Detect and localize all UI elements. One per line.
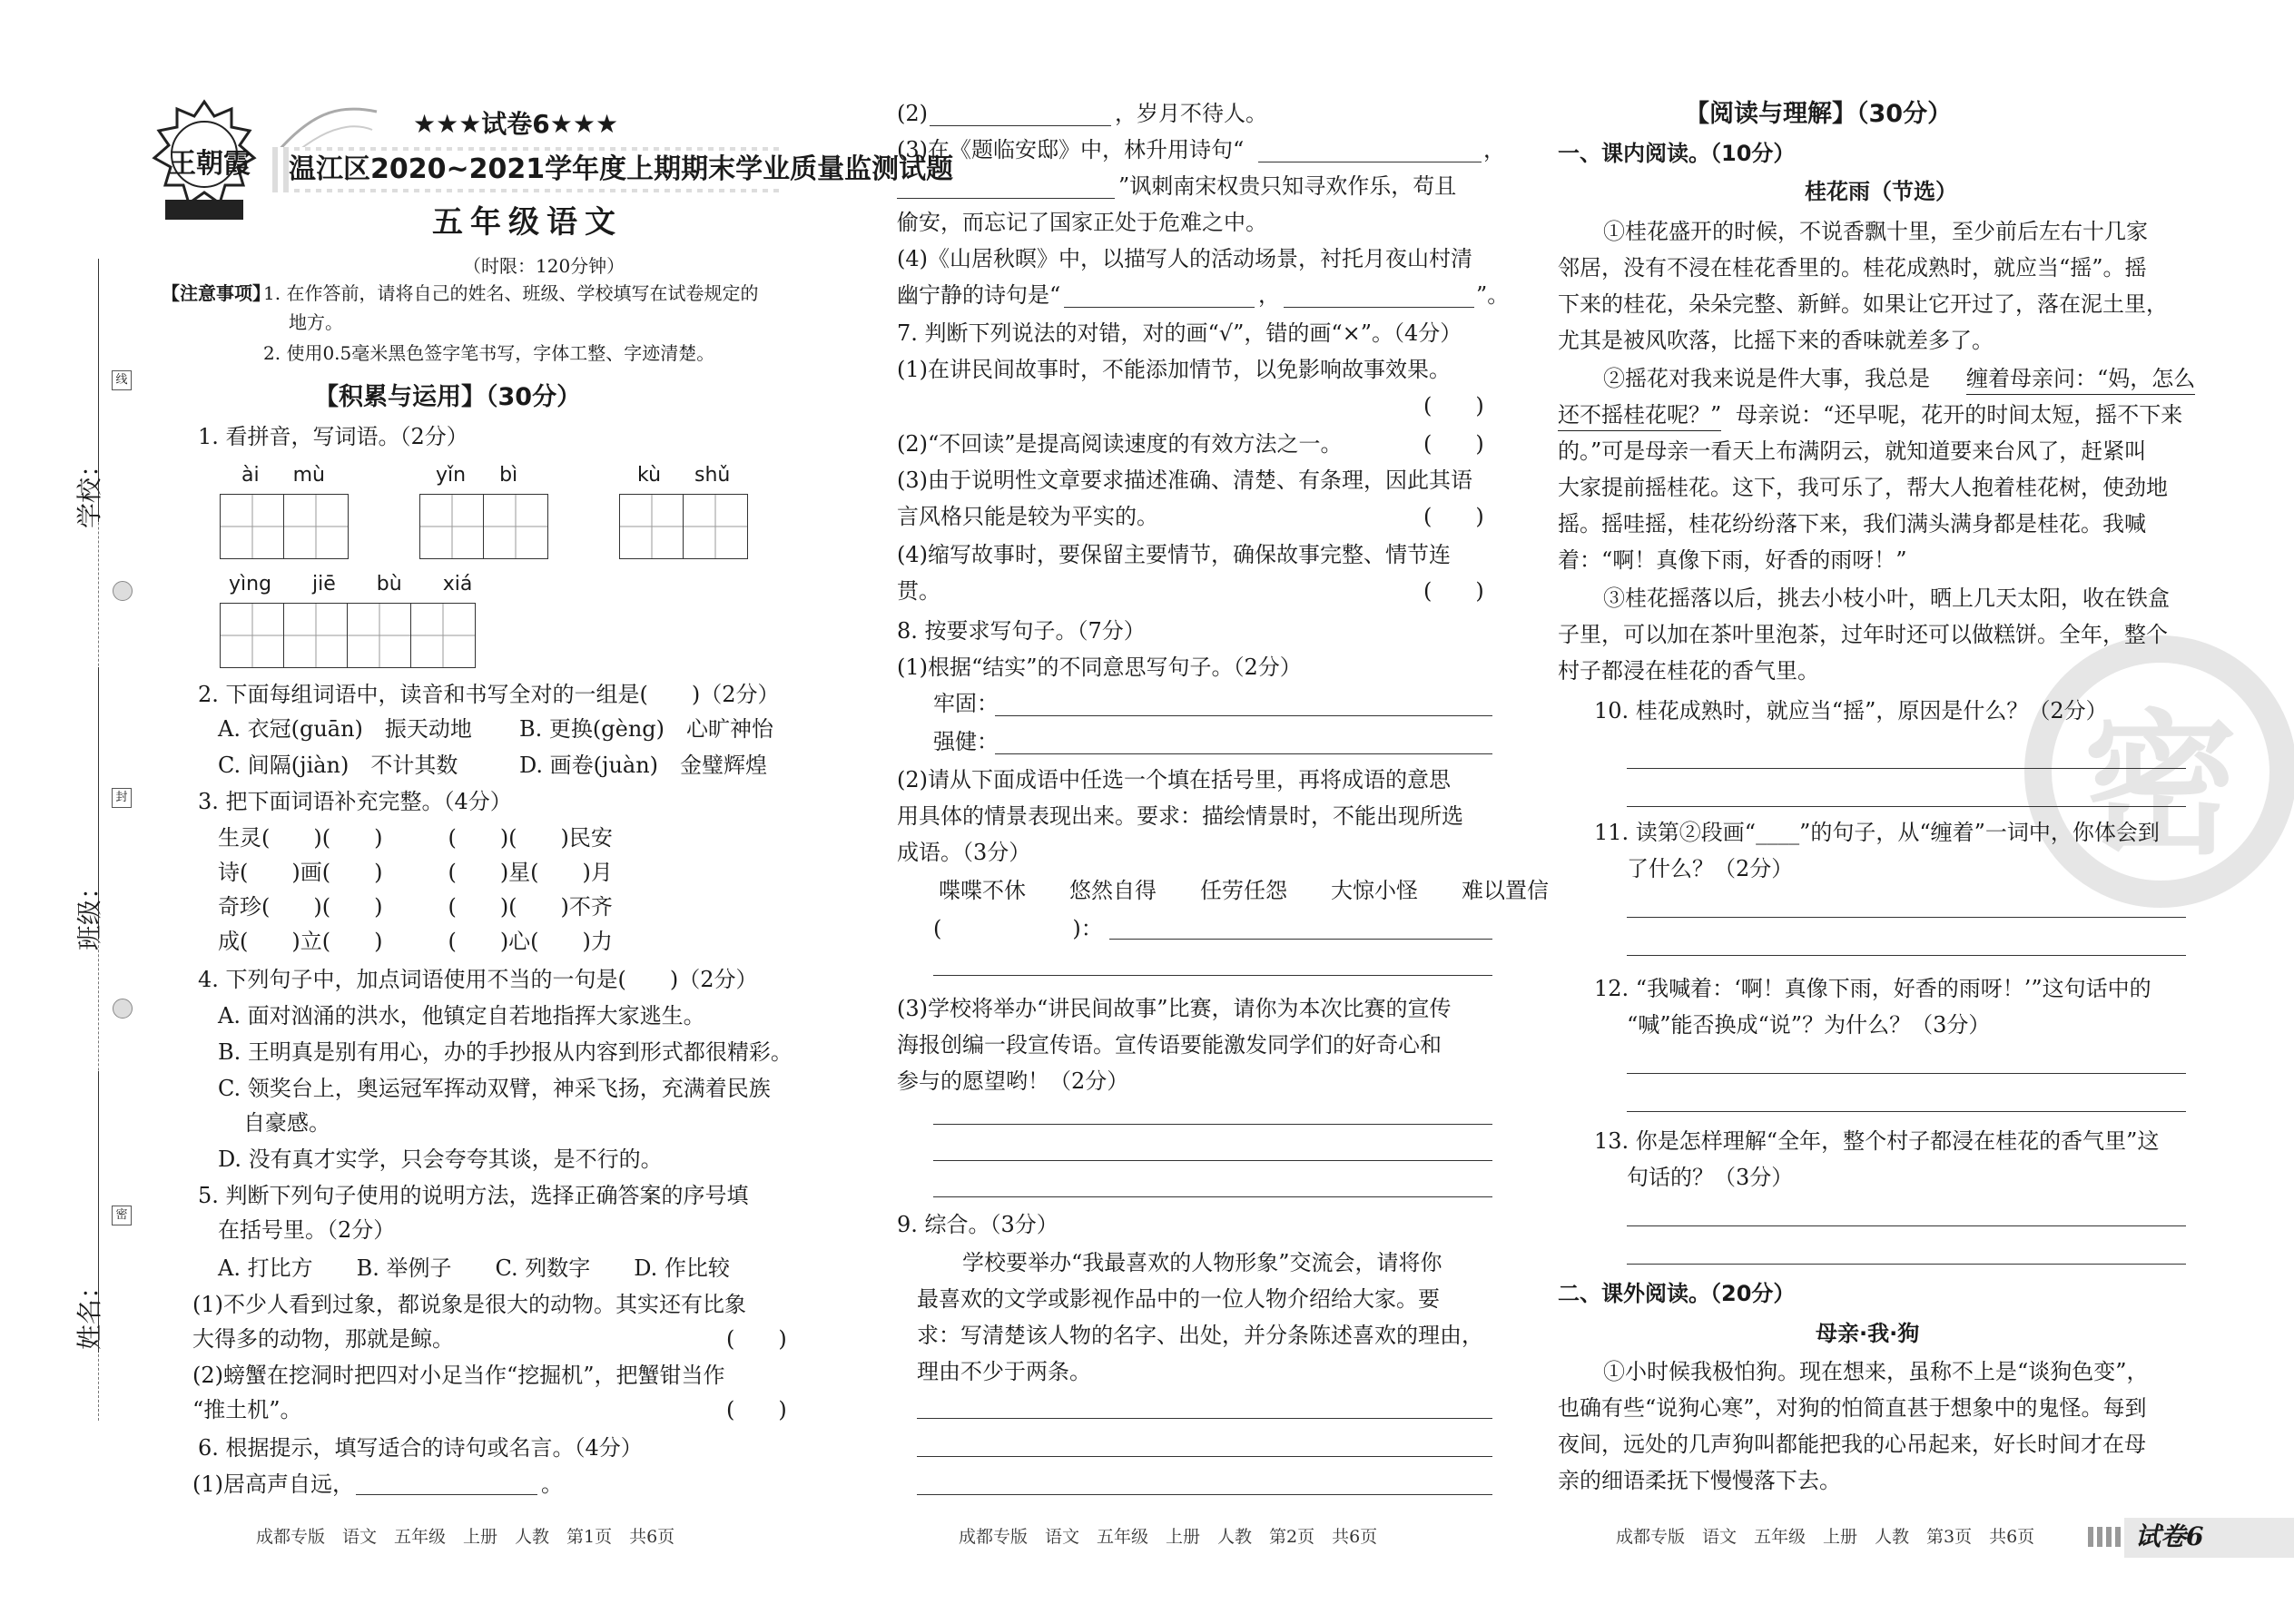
section-1-title: 一、课内阅读。（10分） [1558, 141, 1796, 166]
q4-option-b: B. 王明真是别有用心，办的手抄报从内容到形式都很精彩。 [218, 1039, 793, 1065]
q4-option-c1: C. 领奖台上，奥运冠军挥动双臂，神采飞扬，充满着民族 [218, 1076, 771, 1101]
q7-3a: (3)由于说明性文章要求描述准确、清楚、有条理，因此其语 [897, 468, 1472, 493]
passage-2-title: 母亲·我·狗 [1816, 1321, 1920, 1346]
q6-1-answer-line[interactable] [356, 1494, 537, 1495]
q8-3c: 参与的愿望哟！（2分） [897, 1068, 1129, 1094]
notice-1a: 1. 在作答前，请将自己的姓名、班级、学校填写在试卷规定的 [263, 282, 759, 304]
footer-decoration [2088, 1527, 2124, 1547]
q8-3b: 海报创编一段宣传语。宣传语要能激发同学们的好奇心和 [897, 1032, 1442, 1058]
q13-answer-line-1[interactable] [1627, 1225, 2186, 1226]
q12-answer-line-2[interactable] [1627, 1111, 2186, 1112]
part1-title: 【积累与运用】（30分） [314, 383, 582, 411]
writing-grid-3[interactable] [619, 494, 748, 559]
writing-grid-1[interactable] [220, 494, 349, 559]
q8-2b: 用具体的情景表现出来。要求：描绘情景时，不能出现所选 [897, 803, 1463, 829]
q9-text: 9. 综合。（3分） [897, 1212, 1058, 1237]
q4-text: 4. 下列句子中，加点词语使用不当的一句是( )（2分） [198, 967, 758, 992]
q13b: 句话的？（3分） [1627, 1165, 1794, 1190]
q5-1b: 大得多的动物，那就是鲸。 [192, 1326, 454, 1352]
q8-1b-answer-line[interactable] [995, 753, 1492, 754]
q3-row-3: 奇珍( )( ) ( )( )不齐 [218, 894, 613, 920]
q3-text: 3. 把下面词语补充完整。（4分） [198, 789, 512, 814]
passage-1-line: 尤其是被风吹落，比摇下来的香味就差多了。 [1558, 328, 1994, 353]
q5-2a: (2)螃蟹在挖洞时把四对小足当作“挖掘机”，把蟹钳当作 [192, 1363, 725, 1388]
q9-answer-line-3[interactable] [917, 1494, 1492, 1495]
q6-4a: (4)《山居秋暝》中，以描写人的活动场景，衬托月夜山村清 [897, 246, 1472, 271]
q12b: “喊”能否换成“说”？为什么？（3分） [1627, 1012, 1991, 1038]
q2-option-c: C. 间隔(jiàn) 不计其数 [218, 753, 458, 778]
notice-2: 2. 使用0.5毫米黑色签字笔书写，字体工整、字迹清楚。 [263, 342, 715, 364]
passage-1-line: 下来的桂花，朵朵完整、新鲜。如果让它开过了，落在泥土里， [1558, 291, 2168, 317]
q2-text: 2. 下面每组词语中，读音和书写全对的一组是( )（2分） [198, 682, 780, 707]
pinyin-3: kù shǔ [637, 464, 731, 487]
q9d: 理由不少于两条。 [917, 1359, 1091, 1384]
q7-3-paren[interactable]: ( ) [1423, 504, 1484, 529]
q8-2-idioms: 喋喋不休 悠然自得 任劳任怨 大惊小怪 难以置信 [939, 878, 1549, 903]
q6-3b: ”讽刺南宋权贵只知寻欢作乐，苟且 [1118, 173, 1457, 199]
seal-tag-line: 线 [112, 370, 132, 390]
q10-text: 10. 桂花成熟时，就应当“摇”，原因是什么？（2分） [1594, 698, 2108, 723]
school-label: 学校： [74, 451, 105, 529]
q8-2-answer-line-1[interactable] [1109, 939, 1492, 940]
q2-option-d: D. 画卷(juàn) 金璧辉煌 [519, 753, 768, 778]
q11a: 11. 读第②段画“____”的句子，从“缠着”一词中，你体会到 [1594, 820, 2160, 845]
q6-1-period: 。 [541, 1471, 563, 1497]
q3-row-4: 成( )立( ) ( )心( )力 [218, 929, 613, 954]
passage-2-line: 亲的细语柔抚下慢慢落下去。 [1558, 1468, 1841, 1493]
q10-answer-line-2[interactable] [1627, 806, 2186, 807]
part2-title: 【阅读与理解】（30分） [1685, 100, 1953, 128]
q6-text: 6. 根据提示，填写适合的诗句或名言。（4分） [198, 1435, 643, 1461]
q5-text-a: 5. 判断下列句子使用的说明方法，选择正确答案的序号填 [198, 1183, 749, 1208]
name-label: 姓名： [74, 1273, 105, 1351]
q9c: 求：写清楚该人物的名字、出处，并分条陈述喜欢的理由， [917, 1323, 1483, 1348]
q2-option-b: B. 更换(gèng) 心旷神怡 [519, 716, 774, 742]
q6-3c: 偷安，而忘记了国家正处于危难之中。 [897, 210, 1267, 235]
passage-2-line: ①小时候我极怕狗。现在想来，虽称不上是“谈狗色变”， [1603, 1359, 2149, 1384]
q13a: 13. 你是怎样理解“全年，整个村子都浸在桂花的香气里”这 [1594, 1128, 2160, 1154]
q6-2-text: ，岁月不待人。 [1115, 101, 1267, 126]
q13-answer-line-2[interactable] [1627, 1264, 2186, 1265]
q3-row-1: 生灵( )( ) ( )( )民安 [218, 825, 613, 851]
watermark-stamp: 密 [2024, 635, 2294, 908]
q12a: 12. “我喊着：‘啊！真像下雨，好香的雨呀！’”这句话中的 [1594, 976, 2151, 1001]
footer-page-3: 成都专版 语文 五年级 上册 人教 第3页 共6页 [1616, 1527, 2035, 1547]
q3-row-2: 诗( )画( ) ( )星( )月 [218, 860, 613, 885]
q7-4-paren[interactable]: ( ) [1423, 578, 1484, 604]
q7-1: (1)在讲民间故事时，不能添加情节，以免影响故事效果。 [897, 357, 1451, 382]
passage-1-p2-b: 母亲说：“还早呢，花开的时间太短，摇不下来 [1736, 402, 2183, 428]
brand-name: 王朝霞 [169, 148, 251, 180]
passage-1-line: ①桂花盛开的时候，不说香飘十里，至少前后左右十几家 [1603, 219, 2148, 244]
q5-1a: (1)不少人看到过象，都说象是很大的动物。其实还有比象 [192, 1292, 746, 1317]
passage-1-line: 村子都浸在桂花的香气里。 [1558, 658, 1819, 684]
passage-1-line: 邻居，没有不浸在桂花香里的。桂花成熟时，就应当“摇”。摇 [1558, 255, 2147, 281]
q8-text: 8. 按要求写句子。（7分） [897, 618, 1146, 644]
seal-tag-close: 密 [112, 1206, 132, 1225]
writing-grid-4[interactable] [220, 603, 476, 668]
q5-options: A. 打比方 B. 举例子 C. 列数字 D. 作比较 [218, 1255, 730, 1281]
time-limit: （时限：120分钟） [463, 255, 625, 277]
pinyin-1: ài mù [241, 464, 325, 487]
class-label: 班级： [74, 873, 105, 951]
passage-1-line: 摇。摇哇摇，桂花纷纷落下来，我们满头满身都是桂花。我喊 [1558, 511, 2146, 536]
q8-1a-label: 牢固： [933, 691, 999, 716]
passage-1-p2-underlined-2: 还不摇桂花呢？” [1558, 399, 1721, 431]
q8-3-answer-line-1[interactable] [933, 1124, 1492, 1125]
passage-1-p2-a: ②摇花对我来说是件大事，我总是 [1603, 366, 1930, 391]
q2-option-a: A. 衣冠(guān) 振天动地 [218, 716, 472, 742]
passage-2-line: 夜间，远处的几声狗叫都能把我的心吊起来，好长时间才在母 [1558, 1432, 2146, 1457]
q6-1-text: (1)居高声自远， [192, 1471, 354, 1497]
q5-1-answer-paren[interactable]: ( ) [726, 1326, 787, 1352]
q7-4b: 贯。 [897, 578, 940, 604]
q9b: 最喜欢的文学或影视作品中的一位人物介绍给大家。要 [917, 1286, 1440, 1312]
q7-2: (2)“不回读”是提高阅读速度的有效方法之一。 [897, 431, 1343, 457]
q8-2a: (2)请从下面成语中任选一个填在括号里，再将成语的意思 [897, 767, 1451, 792]
q4-option-d: D. 没有真才实学，只会夸夸其谈，是不行的。 [218, 1147, 663, 1172]
q5-text-b: 在括号里。（2分） [218, 1217, 396, 1243]
subject-title: 五年级语文 [432, 204, 623, 241]
passage-1-line: 子里，可以加在茶叶里泡茶，过年时还可以做糕饼。全年，整个 [1558, 622, 2168, 647]
q7-3b: 言风格只能是较为平实的。 [897, 504, 1158, 529]
footer-paper-tag: 试卷6 [2135, 1521, 2204, 1551]
pinyin-4: yìng jiē bù xiá [229, 573, 473, 595]
passage-1-line: ③桂花摇落以后，挑去小枝小叶，晒上几天太阳，收在铁盒 [1603, 586, 2170, 611]
q9-answer-line-1[interactable] [917, 1418, 1492, 1419]
passage-1-line: 大家提前摇桂花。这下，我可乐了，帮大人抱着桂花树，使劲地 [1558, 475, 2168, 500]
passage-2-line: 也确有些“说狗心寒”，对狗的怕简直甚于想象中的鬼怪。每到 [1558, 1395, 2147, 1421]
q6-4b: 幽宁静的诗句是“ [897, 282, 1061, 308]
q8-3-answer-line-2[interactable] [933, 1160, 1492, 1161]
q4-option-c2: 自豪感。 [243, 1110, 330, 1136]
notice-label: 【注意事项】 [162, 282, 271, 304]
q5-2-answer-paren[interactable]: ( ) [726, 1397, 787, 1422]
q6-4-answer-line-2[interactable] [1284, 307, 1474, 308]
passage-1-p2-underlined-1: 缠着母亲问：“妈，怎么 [1966, 363, 2195, 395]
q10-answer-line-1[interactable] [1627, 768, 2186, 769]
q5-2b: “推土机”。 [192, 1397, 302, 1422]
notice-1b: 地方。 [289, 311, 343, 333]
q11-answer-line-2[interactable] [1627, 955, 2186, 956]
q4-option-a: A. 面对汹涌的洪水，他镇定自若地指挥大家逃生。 [218, 1003, 705, 1029]
binding-hole-icon [113, 999, 133, 1019]
q8-1: (1)根据“结实”的不同意思写句子。（2分） [897, 655, 1302, 680]
q7-text: 7. 判断下列说法的对错，对的画“√”，错的画“×”。（4分） [897, 320, 1462, 346]
q8-3-answer-line-3[interactable] [933, 1196, 1492, 1197]
passage-1-title: 桂花雨（节选） [1805, 179, 1957, 204]
q9a: 学校要举办“我最喜欢的人物形象”交流会，请将你 [962, 1250, 1442, 1275]
q7-1-paren[interactable]: ( ) [1423, 393, 1484, 418]
section-2-title: 二、课外阅读。（20分） [1558, 1281, 1796, 1306]
q8-2c: 成语。（3分） [897, 840, 1031, 865]
q6-2-answer-line[interactable] [930, 125, 1111, 126]
pinyin-2: yǐn bì [436, 464, 518, 487]
binding-hole-icon [113, 581, 133, 601]
passage-1-line: 着：“啊！真像下雨，好香的雨呀！” [1558, 547, 1907, 573]
q1-text: 1. 看拼音，写词语。（2分） [198, 424, 468, 449]
q8-3a: (3)学校将举办“讲民间故事”比赛，请你为本次比赛的宣传 [897, 996, 1452, 1021]
q7-2-paren[interactable]: ( ) [1423, 431, 1484, 457]
q8-1a-answer-line[interactable] [995, 715, 1492, 716]
q7-4a: (4)缩写故事时，要保留主要情节，确保故事完整、情节连 [897, 542, 1451, 567]
passage-1-line: 的。”可是母亲一看天上布满阴云，就知道要来台风了，赶紧叫 [1558, 438, 2147, 464]
q8-1b-label: 强健： [933, 729, 999, 754]
q8-2-answer-line-2[interactable] [933, 975, 1492, 976]
q6-3a: (3)在《题临安邸》中，林升用诗句“ [897, 137, 1245, 162]
q8-2d: ( )： [933, 916, 1103, 941]
paper-tag: ★★★试卷6★★★ [413, 109, 619, 139]
q11-answer-line-1[interactable] [1627, 917, 2186, 918]
writing-grid-2[interactable] [419, 494, 548, 559]
q12-answer-line-1[interactable] [1627, 1073, 2186, 1074]
q9-answer-line-2[interactable] [917, 1456, 1492, 1457]
q6-4-answer-line-1[interactable] [1064, 307, 1255, 308]
q6-3-answer-line-2[interactable] [897, 198, 1115, 199]
q6-4c: ”。 [1476, 282, 1510, 308]
exam-title: 温江区2020~2021学年度上期期末学业质量监测试题 [289, 151, 953, 189]
footer-page-1: 成都专版 语文 五年级 上册 人教 第1页 共6页 [256, 1527, 675, 1547]
q11b: 了什么？（2分） [1627, 856, 1794, 881]
q6-2-label: (2) [897, 101, 928, 126]
footer-page-2: 成都专版 语文 五年级 上册 人教 第2页 共6页 [959, 1527, 1378, 1547]
seal-tag-seal: 封 [112, 788, 132, 808]
